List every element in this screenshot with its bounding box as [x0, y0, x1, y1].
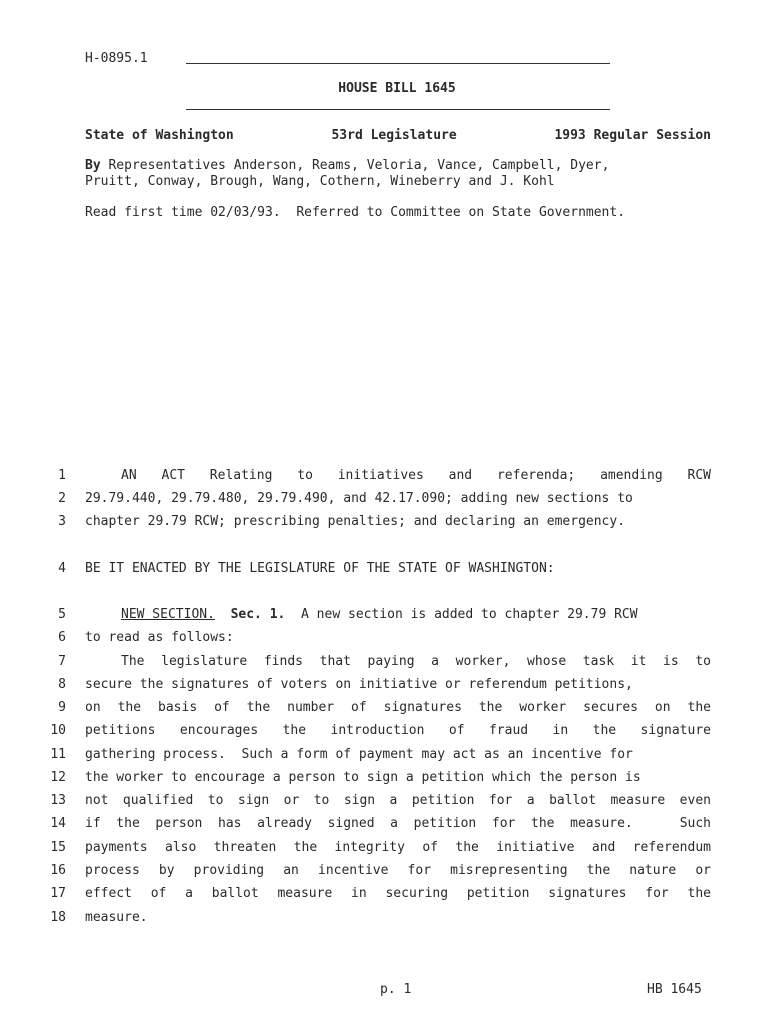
body-line: effect of a ballot measure in securing petition signatures for the: [85, 886, 711, 901]
body-line: process by providing an incentive for misrepresenting the nature or: [85, 863, 711, 878]
body-line: AN ACT Relating to initiatives and referenda; amending RCW: [121, 468, 711, 483]
line-number: 1: [58, 468, 66, 483]
body-line: secure the signatures of voters on initiative or referendum petitions,: [85, 677, 633, 692]
body-line: The legislature finds that paying a worker, whose task it is to: [121, 654, 711, 669]
section-heading-text: A new section is added to chapter 29.79 RCW: [285, 607, 638, 622]
sponsors-line-2: Pruitt, Conway, Brough, Wang, Cothern, Wineberry and J. Kohl: [85, 174, 555, 189]
line-number: 14: [50, 816, 66, 831]
legislature-label: 53rd Legislature: [331, 128, 457, 143]
line-number: 6: [58, 630, 66, 645]
bill-meta-row: [85, 128, 711, 143]
bill-title: HOUSE BILL 1645: [338, 81, 456, 96]
line-number: 17: [50, 886, 66, 901]
new-section-label: NEW SECTION.: [121, 607, 215, 622]
header-rule-top: [186, 63, 610, 64]
line-number: 10: [50, 723, 66, 738]
body-line: not qualified to sign or to sign a petition for a ballot measure even: [85, 793, 711, 808]
line-number: 2: [58, 491, 66, 506]
footer-bill-ref: HB 1645: [647, 982, 702, 997]
section-heading: [85, 607, 711, 622]
body-line: gathering process. Such a form of payment may act as an incentive for: [85, 747, 633, 762]
enacting-clause: BE IT ENACTED BY THE LEGISLATURE OF THE STATE OF WASHINGTON:: [85, 561, 555, 576]
body-line: on the basis of the number of signatures the worker secures on the: [85, 700, 711, 715]
body-line: measure.: [85, 910, 148, 925]
body-line: 29.79.440, 29.79.480, 29.79.490, and 42.17.090; adding new sections to: [85, 491, 633, 506]
sponsors-block: [85, 158, 711, 190]
sponsors-text-1: Representatives Anderson, Reams, Veloria, Vance, Campbell, Dyer,: [100, 158, 610, 173]
line-number: 18: [50, 910, 66, 925]
body-line: chapter 29.79 RCW; prescribing penalties; and declaring an emergency.: [85, 514, 626, 529]
by-label: By: [85, 158, 101, 173]
section-number: Sec. 1.: [230, 607, 286, 622]
body-line: if the person has already signed a petition for the measure. Such: [85, 816, 711, 831]
line-number: 5: [58, 607, 66, 622]
line-number: 13: [50, 793, 66, 808]
line-number: 4: [58, 561, 66, 576]
line-number: 15: [50, 840, 66, 855]
header-rule-bottom: [186, 109, 610, 110]
sponsors-line-1: [85, 158, 711, 174]
line-number: 3: [58, 514, 66, 529]
body-line: the worker to encourage a person to sign a petition which the person is: [85, 770, 641, 785]
line-number: 8: [58, 677, 66, 692]
session-label: 1993 Regular Session: [554, 128, 711, 143]
state-label: State of Washington: [85, 128, 234, 143]
line-number: 9: [58, 700, 66, 715]
line-number: 7: [58, 654, 66, 669]
body-line: to read as follows:: [85, 630, 234, 645]
line-number: 16: [50, 863, 66, 878]
body-line: payments also threaten the integrity of the initiative and referendum: [85, 840, 711, 855]
line-number: 12: [50, 770, 66, 785]
line-number: 11: [50, 747, 66, 762]
read-first-time: Read first time 02/03/93. Referred to Committee on State Government.: [85, 205, 626, 220]
page-number: p. 1: [380, 982, 412, 997]
document-id: H-0895.1: [85, 51, 148, 66]
body-line: petitions encourages the introduction of fraud in the signature: [85, 723, 711, 738]
